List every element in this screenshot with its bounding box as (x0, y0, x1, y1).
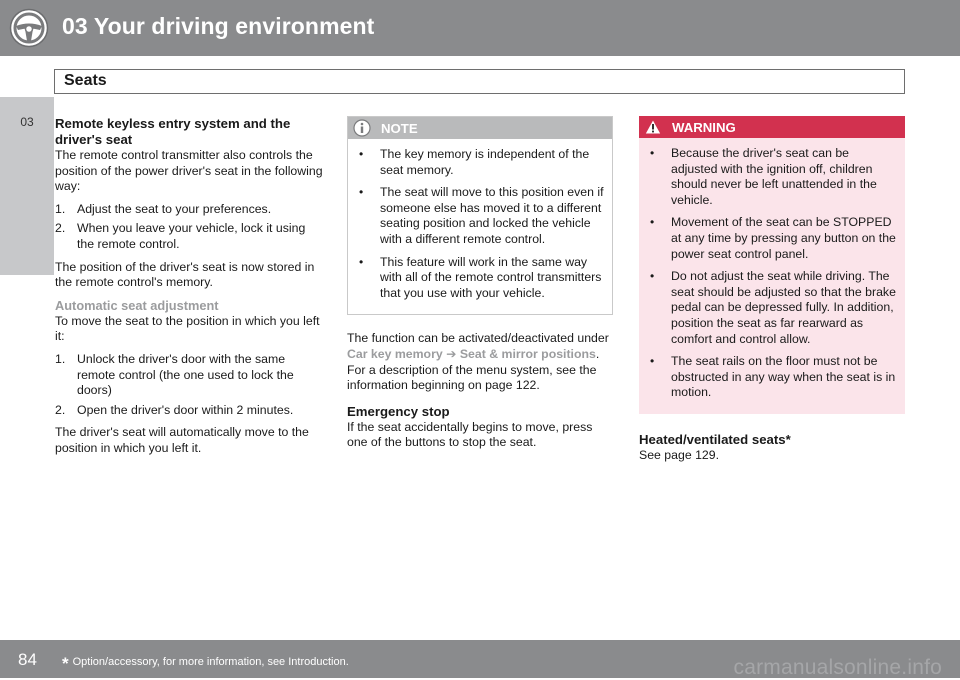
list-item: • The key memory is independent of the seat memory. (356, 147, 604, 178)
auto-adjust-heading: Automatic seat adjustment (55, 297, 219, 313)
activation-suffix: . For a description of the menu system, see the information beginning on page 122. (347, 346, 600, 393)
list-item: • This feature will work in the same way with all of the remote control transmitters that you use with your vehicle. (356, 255, 604, 302)
heated-seats-heading: Heated/ventilated seats* (639, 431, 791, 447)
auto-adjust-result: The driver's seat will automatically move to the position in which you left it. (55, 425, 309, 455)
step-text: Unlock the driver's door with the same remote control (the one used to lock the doors) (77, 351, 294, 398)
list-item (55, 403, 323, 419)
steering-wheel-icon (9, 8, 49, 48)
list-item: • The seat rails on the floor must not be obstructed in any way when the seat is in motion. (647, 354, 897, 401)
section-title: Seats (64, 72, 107, 89)
column-3 (639, 116, 905, 471)
footer-note-text: Option/accessory, for more information, see Introduction. (72, 656, 349, 668)
list-item (55, 221, 323, 252)
step-number: 2. (55, 402, 66, 417)
watermark: carmanualsonline.info (733, 656, 942, 679)
page-number: 84 (18, 650, 37, 669)
step-number: 1. (55, 201, 66, 216)
note-header (348, 117, 612, 139)
footer-note (62, 654, 349, 674)
emergency-heading: Emergency stop (347, 403, 450, 419)
step-text: When you leave your vehicle, lock it using the remote control. (77, 221, 306, 251)
section-bar (54, 69, 905, 94)
warning-header (639, 116, 905, 138)
step-number: 1. (55, 351, 66, 366)
menu-item-seat-mirror: Seat & mirror positions (459, 346, 596, 361)
list-item: • Do not adjust the seat while driving. The seat should be adjusted so that the brake pedal can be depressed fully. In addition, position the seat as far rearward as comfort and control allow. (647, 269, 897, 347)
menu-item-car-key-memory: Car key memory (347, 346, 443, 361)
info-icon (353, 119, 371, 137)
menu-arrow-icon: ➔ (446, 346, 457, 361)
step-text: Open the driver's door within 2 minutes. (77, 402, 294, 417)
step-number: 2. (55, 221, 66, 236)
stored-text: The position of the driver's seat is now stored in the remote control's memory. (55, 259, 315, 290)
warning-title: WARNING (672, 120, 736, 135)
column-1 (55, 116, 323, 464)
keyless-steps (55, 202, 323, 253)
emergency-text: If the seat accidentally begins to move, press one of the buttons to stop the seat. (347, 419, 593, 450)
footnote-star: * (62, 654, 69, 673)
list-item: • Because the driver's seat can be adjusted with the ignition off, children should never be left unattended in the vehicle. (647, 146, 897, 208)
chapter-title: 03 Your driving environment (62, 13, 375, 39)
auto-adjust-steps (55, 352, 323, 418)
warning-list (639, 138, 905, 414)
keyless-heading: Remote keyless entry system and the driver's seat (55, 116, 291, 147)
list-item: • The seat will move to this position even if someone else has moved it to a different seating position and locked the vehicle with a different remote control. (356, 185, 604, 247)
note-list (348, 139, 612, 314)
auto-adjust-intro: To move the seat to the position in which you left it: (55, 313, 320, 344)
note-title: NOTE (381, 121, 418, 136)
list-item: • Movement of the seat can be STOPPED at any time by pressing any button on the power seat control panel. (647, 215, 897, 262)
warning-triangle-icon (644, 118, 662, 136)
column-2 (347, 116, 613, 458)
activation-text (347, 331, 613, 393)
heated-seats-text: See page 129. (639, 447, 720, 462)
keyless-intro: The remote control transmitter also controls the position of the power driver's seat in the following way: (55, 148, 323, 194)
warning-box (639, 116, 905, 414)
list-item (55, 202, 323, 218)
chapter-header (0, 0, 960, 56)
note-box (347, 116, 613, 315)
activation-prefix: The function can be activated/deactivated under (347, 331, 609, 346)
step-text: Adjust the seat to your preferences. (77, 201, 272, 216)
page-footer (0, 640, 960, 678)
chapter-side-tab-label: 03 (20, 115, 34, 129)
list-item (55, 352, 323, 399)
